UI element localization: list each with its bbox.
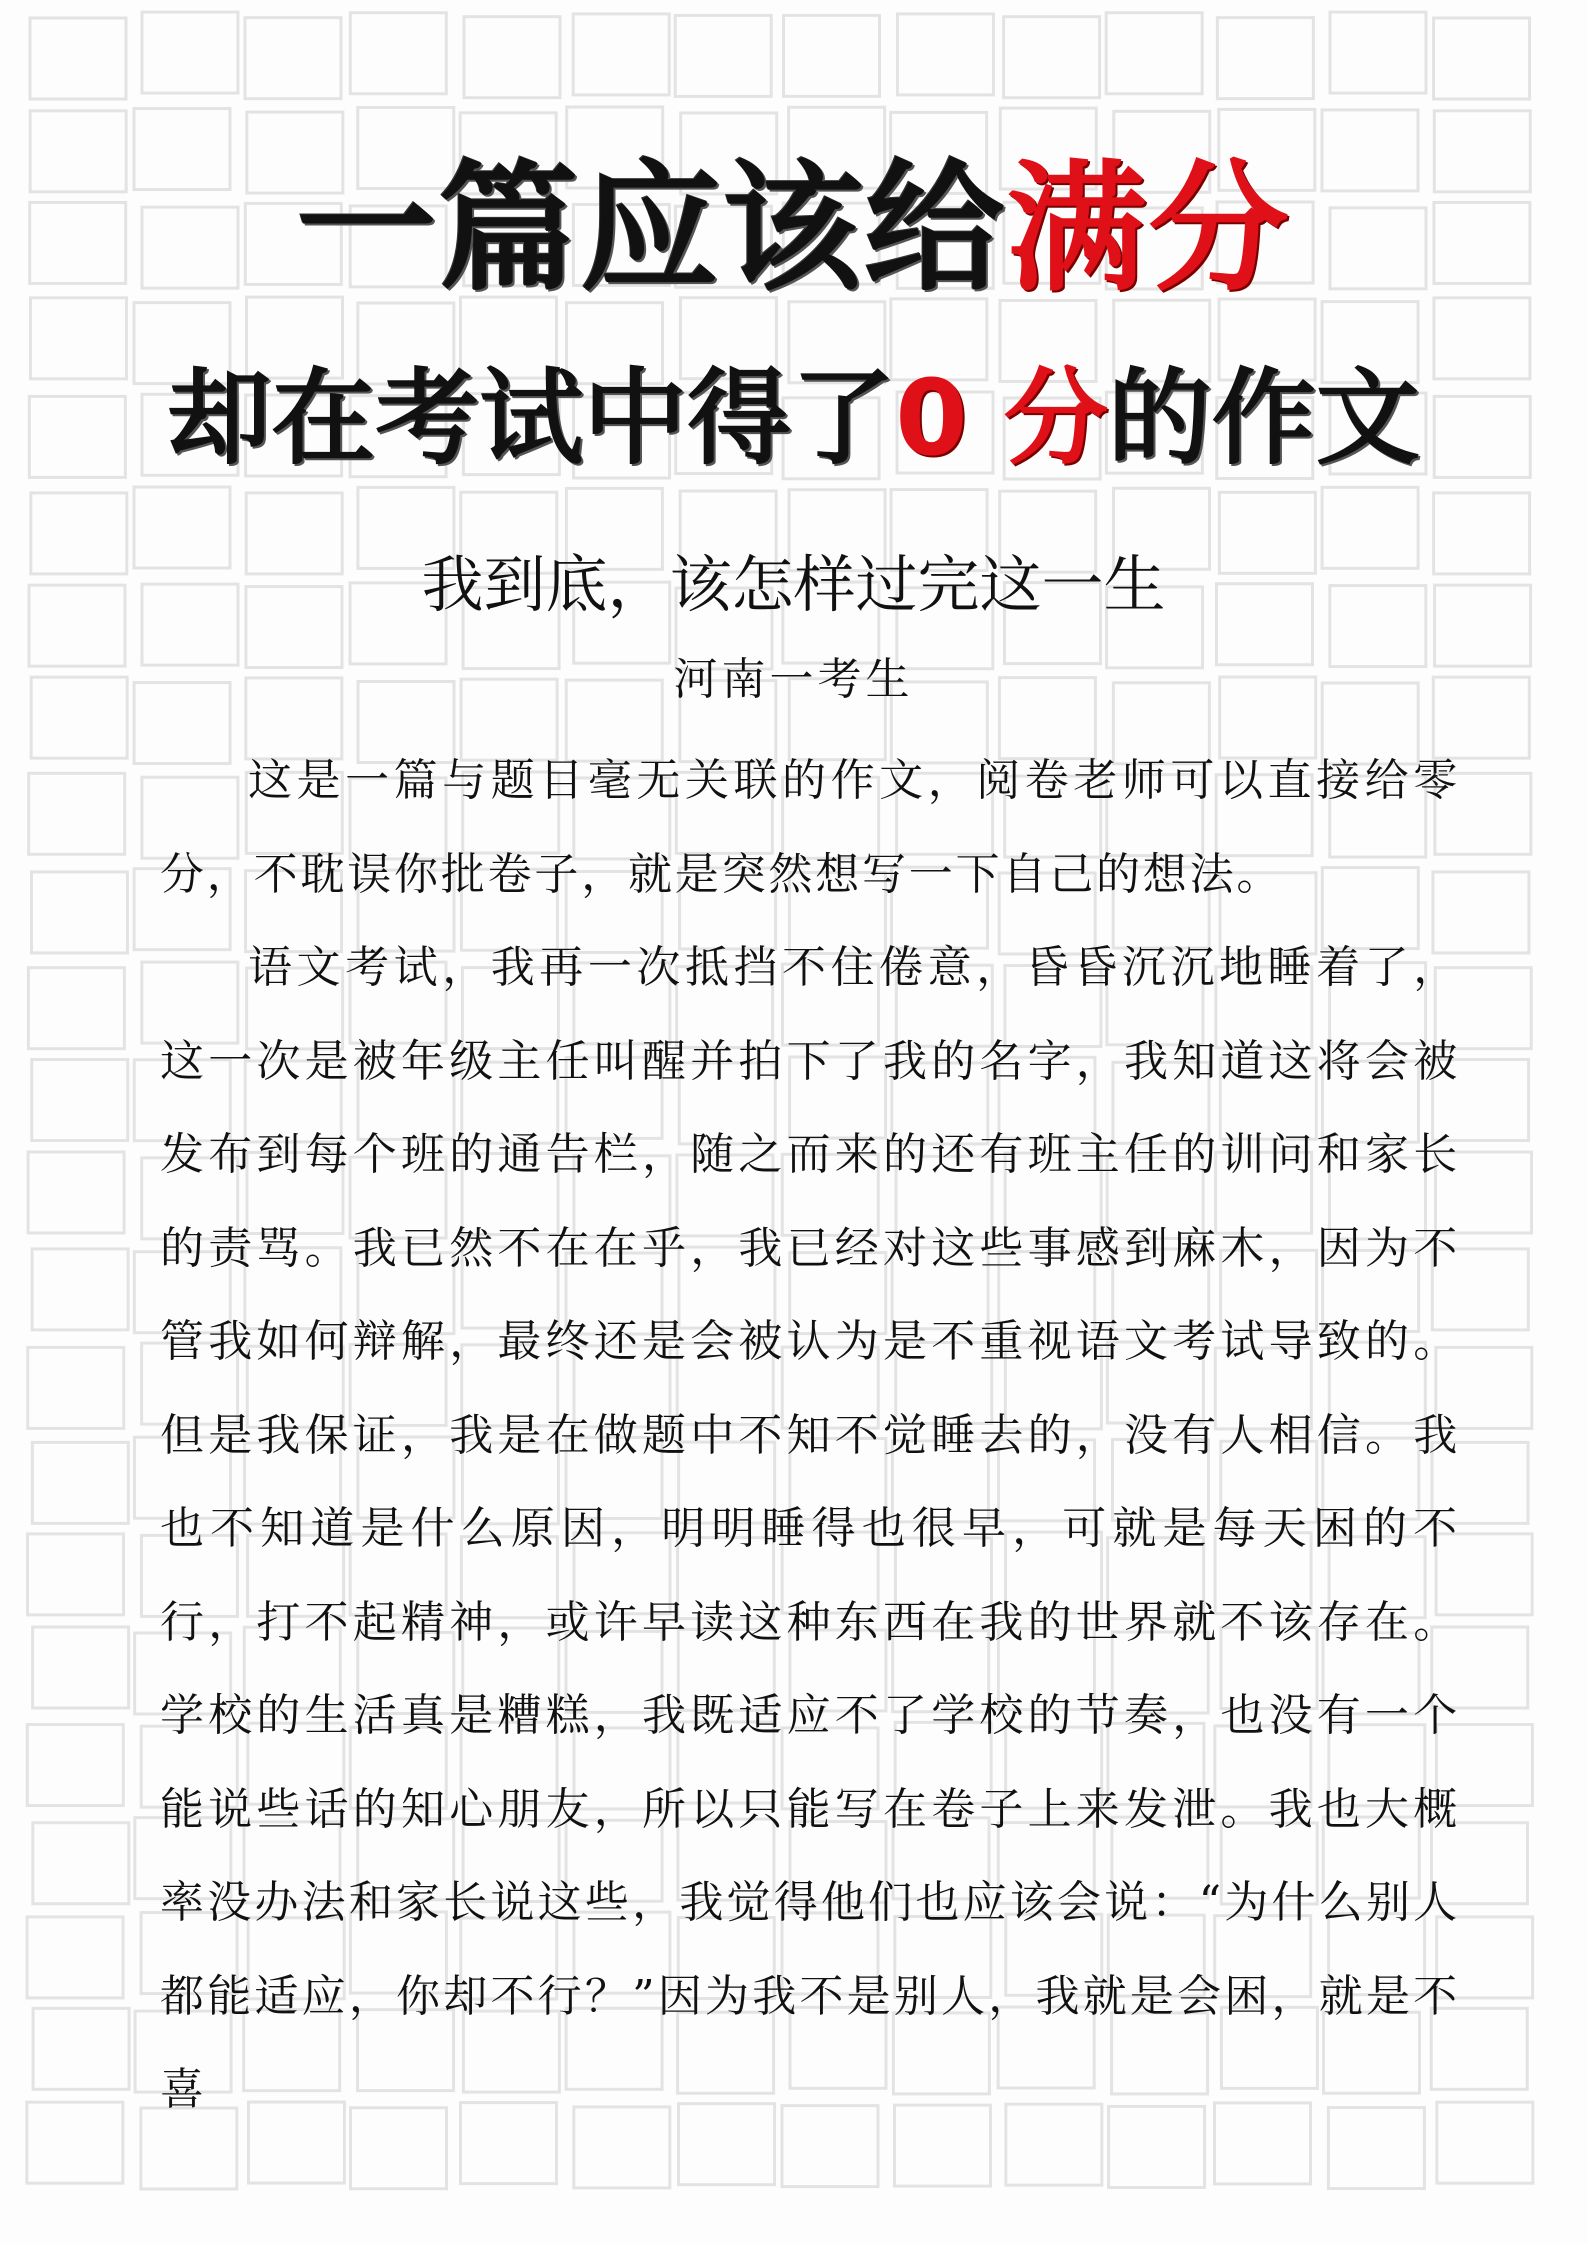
headline-line-2-red: 0 分 xyxy=(895,357,1108,479)
headline-line-1-red: 满分 xyxy=(1006,148,1291,311)
essay-paragraph-1: 这是一篇与题目毫无关联的作文，阅卷老师可以直接给零分，不耽误你批卷子，就是突然想写一下自己的想法。 xyxy=(160,755,1460,900)
essay-body xyxy=(160,734,1460,2137)
essay-author: 河南一考生 xyxy=(673,654,914,705)
essay-title: 我到底，该怎样过完这一生 xyxy=(421,548,1166,621)
headline-line-2 xyxy=(0,358,1587,478)
headline-line-1 xyxy=(0,150,1587,310)
headline-line-1-black: 一篇应该给 xyxy=(296,148,1007,311)
headline-line-2-black-a: 却在考试中得了 xyxy=(167,357,896,479)
essay-paragraph-2: 语文考试，我再一次抵挡不住倦意，昏昏沉沉地睡着了，这一次是被年级主任叫醒并拍下了我的名字，我知道这将会被发布到每个班的通告栏，随之而来的还有班主任的训问和家长的责骂。我已然不在在乎，我已经对这些事感到麻木，因为不管我如何辩解，最终还是会被认为是不重视语文考试导致的。但是我保证，我是在做题中不知不觉睡去的，没有人相信。我也不知道是什么原因，明明睡得也很早，可就是每天困的不行，打不起精神，或许早读这种东西在我的世界就不该存在。学校的生活真是糟糕，我既适应不了学校的节奏，也没有一个能说些话的知心朋友，所以只能写在卷子上来发泄。我也大概率没办法和家长说这些，我觉得他们也应该会说：“为什么别人都能适应，你却不行？”因为我不是别人，我就是会困，就是不喜 xyxy=(160,942,1460,2115)
headline-line-2-black-b: 的作文 xyxy=(1107,357,1420,479)
